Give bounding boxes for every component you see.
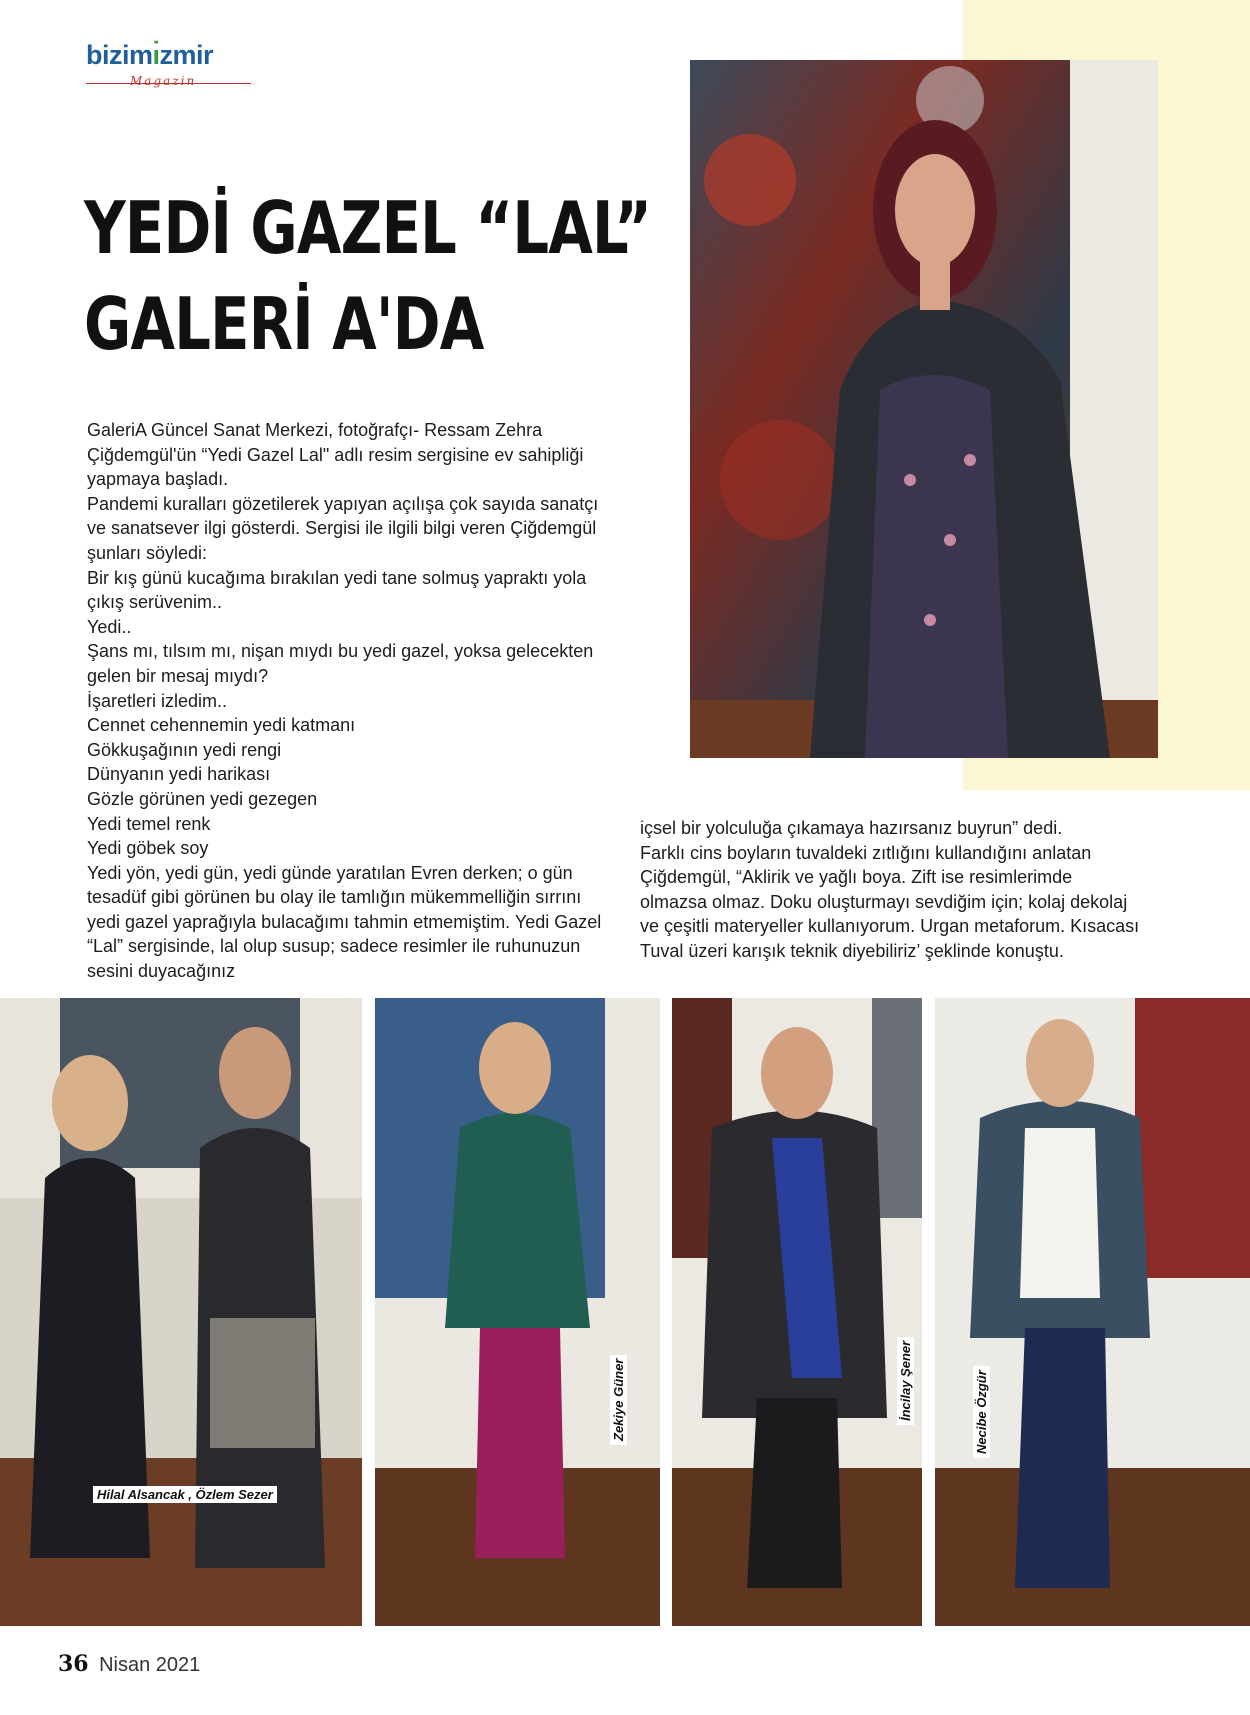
caption-photo-3: İncilay Şener xyxy=(897,1337,914,1425)
paragraph: içsel bir yolculuğa çıkamaya hazırsanız buyrun” dedi. xyxy=(640,818,1063,838)
paragraph: Yedi göbek soy xyxy=(87,838,209,859)
article-body-right xyxy=(640,816,1140,964)
guest-photo-hilal-ozlem xyxy=(0,998,362,1626)
article-body-left xyxy=(87,418,607,984)
paragraph: Dünyanın yedi harikası xyxy=(87,764,271,785)
bizimizmir-logo xyxy=(86,40,256,100)
paragraph: Farklı cins boyların tuvaldeki zıtlığını kullandığını anlatan Çiğdemgül, “Aklirik ve yağlı boya. Zift ise resimlerimde olmazsa olmaz. Doku oluşturmayı sevdiğim için; kolaj dekolaj ve çeşitli materyeller kullanıyorum. Urgan metaforum. Kısacası Tuval üzeri karışık teknik diyebiliriz’ şeklinde konuştu. xyxy=(640,842,1140,961)
paragraph: İşaretleri izledim.. xyxy=(87,690,228,711)
logo-subtitle: Magazin xyxy=(130,74,197,88)
hero-artist-photo xyxy=(690,60,1158,758)
paragraph: Cennet cehennemin yedi katmanı xyxy=(87,715,356,736)
paragraph: Yedi.. xyxy=(87,616,132,637)
article-headline xyxy=(84,180,652,372)
paragraph: Pandemi kuralları gözetilerek yapıyan açılışa çok sayıda sanatçı ve sanatsever ilgi gösterdi. Sergisi ile ilgili bilgi veren Çiğdemgül şunları söyledi: xyxy=(87,493,599,563)
guest-photo-incilay xyxy=(672,998,922,1626)
paragraph: Gözle görünen yedi gezegen xyxy=(87,788,318,809)
issue-date: Nisan 2021 xyxy=(99,1654,201,1676)
logo-word-a: bizim xyxy=(86,40,153,70)
paragraph: GaleriA Güncel Sanat Merkezi, fotoğrafçı- Ressam Zehra Çiğdemgül'ün “Yedi Gazel Lal" adlı resim sergisine ev sahipliği yapmaya başladı. xyxy=(87,420,584,490)
page-footer xyxy=(58,1651,200,1677)
paragraph: Bir kış günü kucağıma bırakılan yedi tane solmuş yapraktı yola çıkış serüvenim.. xyxy=(87,567,587,613)
caption-photo-2: Zekiye Güner xyxy=(610,1355,627,1445)
paragraph: Yedi temel renk xyxy=(87,813,211,834)
guest-photo-necibe xyxy=(935,998,1250,1626)
headline-line-2: GALERİ A'DA xyxy=(84,282,484,366)
paragraph: Şans mı, tılsım mı, nişan mıydı bu yedi gazel, yoksa gelecekten gelen bir mesaj mıydı? xyxy=(87,641,594,686)
page-number: 36 xyxy=(58,1651,89,1677)
headline-line-1: YEDİ GAZEL “LAL” xyxy=(84,186,652,270)
guest-photo-zekiye xyxy=(375,998,660,1626)
logo-word-b: zmir xyxy=(159,40,214,70)
caption-photo-1: Hilal Alsancak , Özlem Sezer xyxy=(93,1486,277,1503)
paragraph: Yedi yön, yedi gün, yedi günde yaratılan Evren derken; o gün tesadüf gibi görünen bu olay ile tamlığın mükemmelliğin sırrını yedi gazel yaprağıyla bulacağımı tahmin etmemiştim. Yedi Gazel “Lal” sergisinde, lal olup susup; sadece resimler ile ruhunuzun sesini duyacağınız xyxy=(87,862,602,982)
paragraph: Gökkuşağının yedi rengi xyxy=(87,739,282,760)
caption-photo-4: Necibe Özgür xyxy=(973,1366,990,1458)
logo-wordmark xyxy=(86,40,213,71)
palm-tree-icon: ı̇ xyxy=(152,40,160,70)
